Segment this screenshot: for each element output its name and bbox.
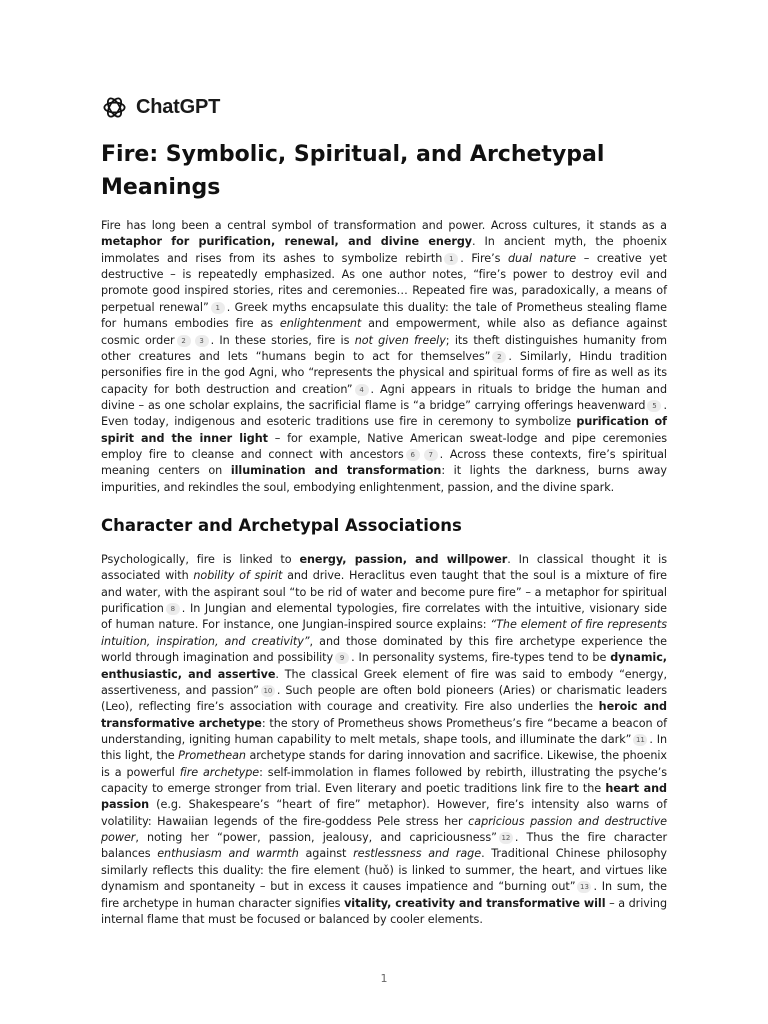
openai-logo-icon xyxy=(101,94,128,121)
text: . In sum, the fire archetype in human character signifies xyxy=(101,880,667,910)
citation-badge[interactable]: 9 xyxy=(335,652,349,664)
text: : the story of Prometheus shows Prometheus’s fire “became a beacon of understanding, igniting human capability to melt metals, shape tools, and illuminate the dark” xyxy=(101,716,668,746)
citation-badge[interactable]: 1 xyxy=(444,253,458,265)
section-heading: Character and Archetypal Associations xyxy=(101,516,462,535)
text: : it lights the darkness, burns away impurities, and rekindles the soul, embodying enlightenment, passion, and the divine spark. xyxy=(101,464,667,494)
text: – a driving internal flame that must be focused or balanced by cooler elements. xyxy=(101,896,667,926)
bold-text: illumination and transformation xyxy=(230,464,442,478)
italic-text: dual nature xyxy=(507,251,577,265)
text: . Similarly, Hindu tradition personifies fire in the god Agni, who “represents the physical and spiritual forms of fire as well as its capacity for both destruction and creation” xyxy=(101,349,667,396)
text: . In these stories, fire is xyxy=(210,333,355,347)
bold-text: energy, passion, and willpower xyxy=(299,553,508,566)
text: . Traditional Chinese philosophy similarly reflects this duality: the fire element (huǒ) is linked to summer, the heart, and virtues like dynamism and spontaneity – but in excess it causes impatience and “burning out” xyxy=(101,847,668,894)
text: Fire has long been a central symbol of transformation and power. Across cultures, it stands as a xyxy=(101,219,667,232)
text: and empowerment, while also as defiance against cosmic order xyxy=(101,317,668,347)
citation-badge[interactable]: 12 xyxy=(499,832,513,844)
page-number: 1 xyxy=(380,972,388,985)
citation-badge[interactable]: 10 xyxy=(261,685,275,697)
italic-text: enlightenment xyxy=(279,317,362,331)
text: . In Jungian and elemental typologies, fire correlates with the intuitive, visionary side of human nature. For instance, one Jungian-inspired source explains: xyxy=(101,602,667,632)
bold-text: heroic and transformative archetype xyxy=(101,700,667,730)
text: . In personality systems, fire-types tend to be xyxy=(351,651,611,665)
text: and drive. Heraclitus even taught that the soul is a mixture of fire and water, with the aspirant soul “to be rid of water and become pure fire” – a metaphor for spiritual purification xyxy=(101,569,667,616)
text: . Across these contexts, fire’s spiritual meaning centers on xyxy=(101,448,667,478)
archetype-paragraph xyxy=(101,552,667,928)
text: : self-immolation in flames followed by rebirth, illustrating the psyche’s capacity to emerge stronger from trial. Even literary and poetic traditions link fire to the xyxy=(101,765,667,796)
italic-text: enthusiasm and warmth xyxy=(157,847,299,861)
intro-paragraph xyxy=(101,218,667,496)
citation-badge[interactable]: 13 xyxy=(577,881,591,893)
citation-badge[interactable]: 5 xyxy=(647,400,661,412)
brand-name: ChatGPT xyxy=(136,96,221,118)
text: . Fire’s xyxy=(460,251,508,265)
bold-text: vitality, creativity and transformative will xyxy=(344,896,606,910)
bold-text: dynamic, enthusiastic, and assertive xyxy=(101,651,667,681)
italic-text: “The element of fire represents intuition, inspiration, and creativity” xyxy=(101,618,667,648)
text: (e.g. Shakespeare’s “heart of fire” metaphor). However, fire’s intensity also warns of volatility: Hawaiian legends of the fire-goddess Pele stress her xyxy=(101,798,667,828)
document-title: Fire: Symbolic, Spiritual, and Archetypal Meanings xyxy=(101,142,605,200)
text: – creative yet destructive – is repeatedly emphasized. As one author notes, “fire’s power to destroy evil and promote good inspired stories, rites and ceremonies… Repeated fire was, paradoxically, a means of perpetual renewal” xyxy=(101,251,667,314)
bold-text: heart and passion xyxy=(101,782,667,812)
text: ; its theft distinguishes humanity from other creatures and lets “humans begin to act for themselves” xyxy=(101,333,667,363)
text: . In classical thought it is associated with xyxy=(101,553,667,583)
text: . Even today, indigenous and esoteric traditions use fire in ceremony to symbolize xyxy=(101,398,667,429)
text: archetype stands for daring innovation and sacrifice. Likewise, the phoenix is a powerful xyxy=(101,749,667,779)
citation-badge[interactable]: 4 xyxy=(355,384,369,396)
text: . Agni appears in rituals to bridge the human and divine – as one scholar explains, the sacrificial flame is “a bridge” carrying offerings heavenward xyxy=(101,382,667,412)
italic-text: capricious passion and destructive power xyxy=(101,814,667,845)
italic-text: Promethean xyxy=(178,749,246,763)
bold-text: metaphor for purification, renewal, and divine energy xyxy=(101,235,473,249)
citation-badge[interactable]: 7 xyxy=(424,449,438,461)
text: . Greek myths encapsulate this duality: the tale of Prometheus stealing flame for humans embodies fire as xyxy=(101,300,667,331)
italic-text: fire archetype xyxy=(179,765,260,779)
text: . In this light, the xyxy=(101,732,667,763)
citation-badge[interactable]: 8 xyxy=(166,603,180,615)
italic-text: nobility of spirit xyxy=(193,569,283,583)
text: – for example, Native American sweat-lodge and pipe ceremonies employ fire to cleanse and connect with ancestors xyxy=(101,431,667,462)
text: against xyxy=(298,847,354,861)
text: Psychologically, fire is linked to xyxy=(101,553,300,566)
italic-text: restlessness and rage xyxy=(353,847,482,861)
citation-badge[interactable]: 2 xyxy=(177,335,191,347)
text: . Thus the fire character balances xyxy=(101,831,667,861)
text: . Such people are often bold pioneers (Aries) or charismatic leaders (Leo), reflecting fire’s association with courage and creativity. Fire also underlies the xyxy=(101,683,667,714)
text: , noting her “power, passion, jealousy, and capriciousness” xyxy=(135,831,497,845)
bold-text: purification of spirit and the inner light xyxy=(101,415,667,445)
document-header xyxy=(101,94,220,121)
text: . In ancient myth, the phoenix immolates and rises from its ashes to symbolize rebirth xyxy=(101,235,667,265)
citation-badge[interactable]: 2 xyxy=(492,351,506,363)
text: . The classical Greek element of fire was said to embody “energy, assertiveness, and passion” xyxy=(101,667,667,697)
citation-badge[interactable]: 1 xyxy=(211,302,225,314)
text: , and those dominated by this fire archetype experience the world through imagination and possibility xyxy=(101,634,667,665)
citation-badge[interactable]: 6 xyxy=(406,449,420,461)
citation-badge[interactable]: 11 xyxy=(633,734,647,746)
italic-text: not given freely xyxy=(354,333,446,347)
citation-badge[interactable]: 3 xyxy=(195,335,209,347)
